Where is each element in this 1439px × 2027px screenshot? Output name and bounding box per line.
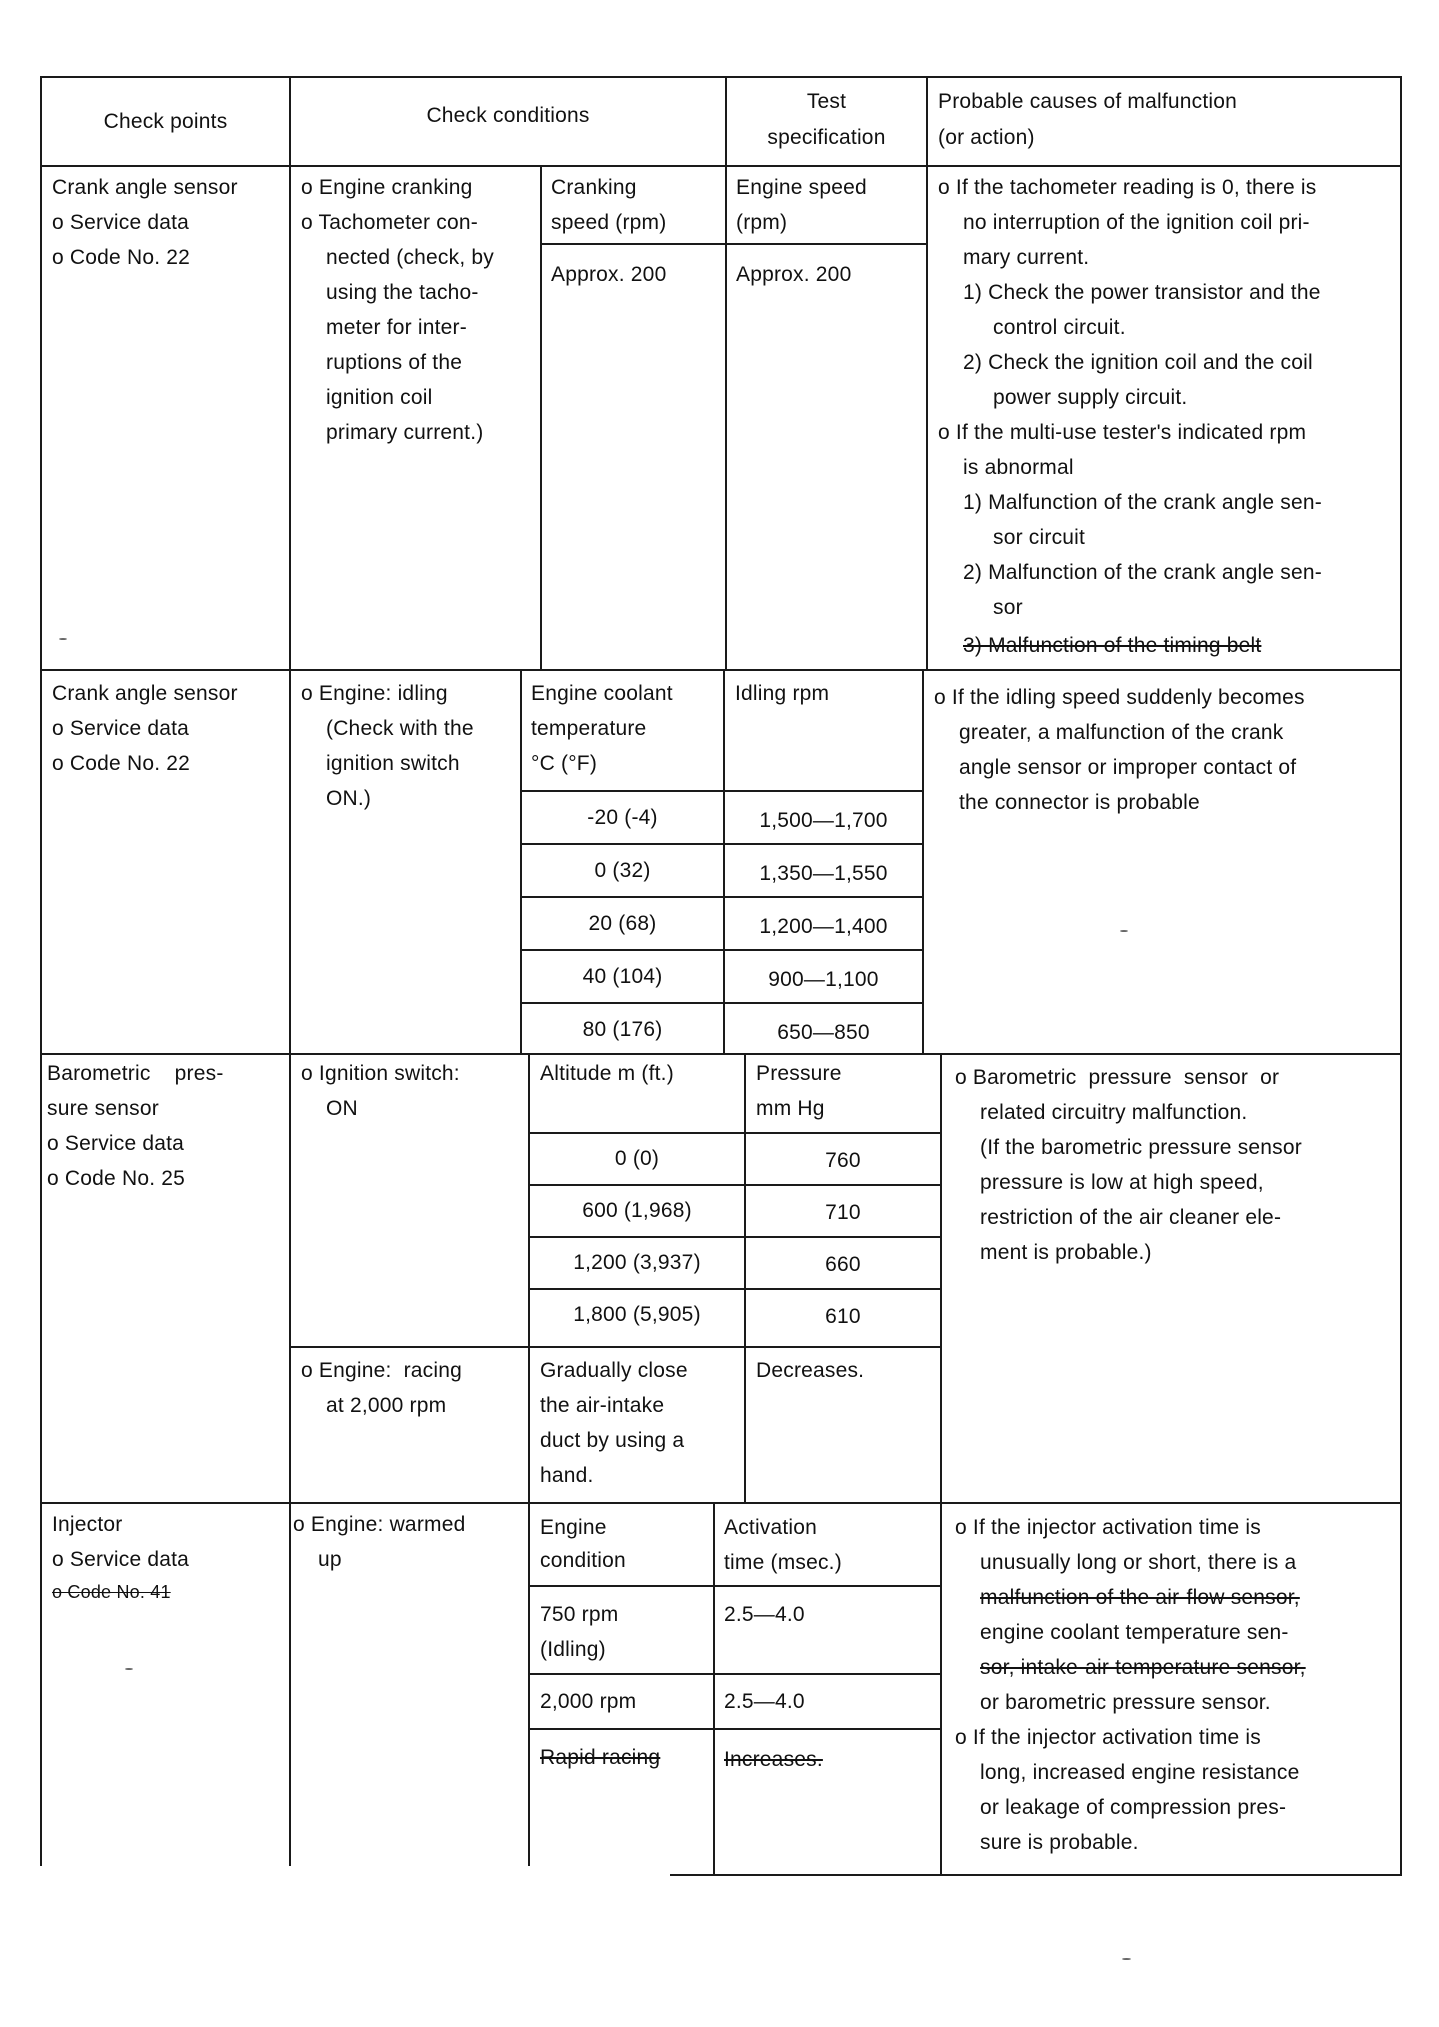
r4-cause-3: engine coolant temperature sen-: [980, 1621, 1289, 1644]
header-causes-2: (or action): [938, 126, 1035, 149]
r4-cause-2: malfunction of the air-flow sensor,: [980, 1586, 1300, 1609]
r3-sub-b-3: hand.: [540, 1464, 594, 1487]
r4-sub-header-1: condition: [540, 1549, 626, 1572]
r3-v1: [289, 1053, 291, 1503]
r4-cond-1: up: [318, 1548, 342, 1571]
r1-v3: [725, 165, 727, 670]
r1-v2: [540, 165, 542, 670]
r3-spec-b: Decreases.: [756, 1359, 865, 1382]
r4-cause-8: or leakage of compression pres-: [980, 1796, 1287, 1819]
r2-cause-3: the connector is probable: [959, 791, 1200, 814]
r3-cause-3: pressure is low at high speed,: [980, 1171, 1264, 1194]
r2-rpm-3: 900—1,100: [768, 968, 879, 991]
table-bottom-border: [670, 1874, 1402, 1876]
r1-cond-7: primary current.): [326, 421, 484, 444]
r3-h4: [528, 1288, 942, 1290]
r1-cause-8: is abnormal: [963, 456, 1074, 479]
r1-bottom: [40, 669, 1402, 671]
scan-speck: [1122, 1958, 1131, 1960]
r3-sub-b-2: duct by using a: [540, 1429, 685, 1452]
r2-h4: [520, 949, 924, 951]
r4-cause-1: unusually long or short, there is a: [980, 1551, 1297, 1574]
r3-v3b: [744, 1346, 746, 1503]
r2-cause-1: greater, a malfunction of the crank: [959, 721, 1284, 744]
r4-cause-9: sure is probable.: [980, 1831, 1139, 1854]
r2-cause-2: angle sensor or improper contact of: [959, 756, 1297, 779]
r4-cond-row-2: Rapid racing: [540, 1746, 661, 1769]
r4-v3: [713, 1502, 715, 1874]
r2-v1: [289, 669, 291, 1054]
r3-p-0: 760: [825, 1149, 861, 1172]
r4-time-0: 2.5—4.0: [724, 1603, 805, 1626]
header-col3-line: [926, 76, 928, 166]
r1-cond-6: ignition coil: [326, 386, 433, 409]
r4-v2: [528, 1502, 530, 1866]
r1-cause-6: power supply circuit.: [993, 386, 1188, 409]
scan-speck: [59, 638, 67, 640]
r1-cause-12: sor: [993, 596, 1023, 619]
r2-temp-3: 40 (104): [582, 965, 663, 988]
r1-cause-3: 1) Check the power transistor and the: [963, 281, 1321, 304]
r1-point-2: o Code No. 22: [52, 246, 191, 269]
r4-spec-header-0: Activation: [724, 1516, 818, 1539]
r3-cause-1: related circuitry malfunction.: [980, 1101, 1248, 1124]
r4-point-2: o Code No. 41: [52, 1582, 171, 1602]
r2-point-2: o Code No. 22: [52, 752, 191, 775]
r1-cause-0: o If the tachometer reading is 0, there is: [938, 176, 1317, 199]
r3-cause-0: o Barometric pressure sensor or: [955, 1066, 1280, 1089]
r2-sub-header-0: Engine coolant: [531, 682, 673, 705]
r2-h3: [520, 896, 924, 898]
r2-rpm-1: 1,350—1,550: [759, 862, 888, 885]
r3-p-2: 660: [825, 1253, 861, 1276]
r3-alt-3: 1,800 (5,905): [573, 1303, 701, 1326]
r3-point-0: Barometric pres-: [47, 1062, 224, 1085]
r4-point-0: Injector: [52, 1513, 123, 1536]
r4-h2: [528, 1673, 942, 1675]
r1-spec-header-0: Engine speed: [736, 176, 867, 199]
header-check-points: Check points: [103, 110, 228, 133]
r2-cond-0: o Engine: idling: [301, 682, 448, 705]
r2-rpm-4: 650—850: [777, 1021, 870, 1044]
r3-cond-a-1: ON: [326, 1097, 358, 1120]
header-causes-1: Probable causes of malfunction: [938, 90, 1238, 113]
r1-spec-value: Approx. 200: [736, 263, 852, 286]
r1-cause-5: 2) Check the ignition coil and the coil: [963, 351, 1313, 374]
r2-h1: [520, 790, 924, 792]
r1-cond-3: using the tacho-: [326, 281, 479, 304]
r3-h3: [528, 1236, 942, 1238]
r1-subheader-line: [540, 243, 927, 245]
r1-spec-header-1: (rpm): [736, 211, 788, 234]
r1-sub-header-1: speed (rpm): [551, 211, 667, 234]
r4-spec-header-1: time (msec.): [724, 1551, 842, 1574]
header-check-conditions: Check conditions: [426, 104, 590, 127]
r3-cond-b-1: at 2,000 rpm: [326, 1394, 447, 1417]
r3-spec-header-1: mm Hg: [756, 1097, 825, 1120]
table-top-border: [40, 76, 1402, 78]
r3-sub-b-1: the air-intake: [540, 1394, 665, 1417]
r3-cause-2: (If the barometric pressure sensor: [980, 1136, 1302, 1159]
r1-point-1: o Service data: [52, 211, 190, 234]
r1-cause-11: 2) Malfunction of the crank angle sen-: [963, 561, 1322, 584]
r1-v4: [926, 165, 928, 670]
header-test-spec-2: specification: [767, 126, 886, 149]
r4-time-1: 2.5—4.0: [724, 1690, 805, 1713]
r2-sub-header-2: °C (°F): [531, 752, 598, 775]
r4-sub-header-0: Engine: [540, 1516, 607, 1539]
r1-cond-4: meter for inter-: [326, 316, 467, 339]
r3-p-3: 610: [825, 1305, 861, 1328]
header-test-spec-1: Test: [806, 90, 847, 113]
r4-h3: [528, 1728, 942, 1730]
r4-time-2: Increases.: [724, 1748, 823, 1771]
r4-cause-4: sor, intake-air temperature sensor,: [980, 1656, 1306, 1679]
r2-temp-2: 20 (68): [588, 912, 657, 935]
r2-rpm-2: 1,200—1,400: [759, 915, 888, 938]
r3-cond-b-0: o Engine: racing: [301, 1359, 463, 1382]
r1-cause-1: no interruption of the ignition coil pri-: [963, 211, 1310, 234]
r4-cond-row-1: 2,000 rpm: [540, 1690, 637, 1713]
r4-cond-0: o Engine: warmed: [293, 1513, 466, 1536]
r3-cause-5: ment is probable.): [980, 1241, 1152, 1264]
r4-point-1: o Service data: [52, 1548, 190, 1571]
r2-point-0: Crank angle sensor: [52, 682, 238, 705]
r4-cause-0: o If the injector activation time is: [955, 1516, 1261, 1539]
r2-cond-1: (Check with the: [326, 717, 474, 740]
r3-alt-2: 1,200 (3,937): [573, 1251, 701, 1274]
r2-rpm-0: 1,500—1,700: [759, 809, 888, 832]
r1-sub-header-0: Cranking: [551, 176, 637, 199]
r2-h2: [520, 843, 924, 845]
table-left-border: [40, 76, 42, 1866]
r2-cond-2: ignition switch: [326, 752, 460, 775]
r1-cond-1: o Tachometer con-: [301, 211, 478, 234]
r2-cond-3: ON.): [326, 787, 372, 810]
r3-v4: [940, 1053, 942, 1503]
r3-spec-header-0: Pressure: [756, 1062, 842, 1085]
r1-cause-13: 3) Malfunction of the timing belt: [963, 634, 1262, 657]
r1-sub-value: Approx. 200: [551, 263, 667, 286]
header-divider: [40, 165, 1402, 167]
r3-point-2: o Service data: [47, 1132, 185, 1155]
r2-point-1: o Service data: [52, 717, 190, 740]
r3-p-1: 710: [825, 1201, 861, 1224]
r3-cond-a-0: o Ignition switch:: [301, 1062, 460, 1085]
r3-point-3: o Code No. 25: [47, 1167, 186, 1190]
r2-temp-1: 0 (32): [594, 859, 651, 882]
r1-cause-4: control circuit.: [993, 316, 1126, 339]
r4-cond-row-0-b: (Idling): [540, 1638, 606, 1661]
scan-speck: [1120, 930, 1128, 932]
r4-v4: [940, 1502, 942, 1874]
r4-cause-6: o If the injector activation time is: [955, 1726, 1261, 1749]
r3-bottom: [40, 1502, 1402, 1504]
r4-cause-7: long, increased engine resistance: [980, 1761, 1300, 1784]
r3-alt-0: 0 (0): [614, 1147, 660, 1170]
r1-cond-0: o Engine cranking: [301, 176, 473, 199]
r1-cause-10: sor circuit: [993, 526, 1086, 549]
r3-sub-header: Altitude m (ft.): [540, 1062, 674, 1085]
r3-h5: [289, 1346, 942, 1348]
r2-temp-4: 80 (176): [582, 1018, 663, 1041]
r4-h1: [528, 1585, 942, 1587]
r1-cond-5: ruptions of the: [326, 351, 463, 374]
r2-cause-0: o If the idling speed suddenly becomes: [934, 686, 1305, 709]
r3-sub-b-0: Gradually close: [540, 1359, 688, 1382]
scan-speck: [125, 1668, 133, 1670]
r3-point-1: sure sensor: [47, 1097, 159, 1120]
r2-spec-header: Idling rpm: [735, 682, 830, 705]
r1-cause-7: o If the multi-use tester's indicated rpm: [938, 421, 1307, 444]
r1-cause-9: 1) Malfunction of the crank angle sen-: [963, 491, 1322, 514]
r2-sub-header-1: temperature: [531, 717, 647, 740]
r3-cause-4: restriction of the air cleaner ele-: [980, 1206, 1282, 1229]
r2-bottom: [40, 1053, 1402, 1055]
r1-cond-2: nected (check, by: [326, 246, 494, 269]
r3-h1: [528, 1132, 942, 1134]
r1-cause-2: mary current.: [963, 246, 1090, 269]
r2-v4: [922, 669, 924, 1054]
r1-v1: [289, 165, 291, 670]
r1-point-0: Crank angle sensor: [52, 176, 238, 199]
table-right-border: [1400, 76, 1402, 1876]
r2-h5: [520, 1002, 924, 1004]
r4-v1: [289, 1502, 291, 1866]
r4-cause-5: or barometric pressure sensor.: [980, 1691, 1271, 1714]
r4-cond-row-0-a: 750 rpm: [540, 1603, 619, 1626]
r3-h2: [528, 1184, 942, 1186]
r3-alt-1: 600 (1,968): [582, 1199, 692, 1222]
r2-temp-0: -20 (-4): [587, 806, 658, 829]
